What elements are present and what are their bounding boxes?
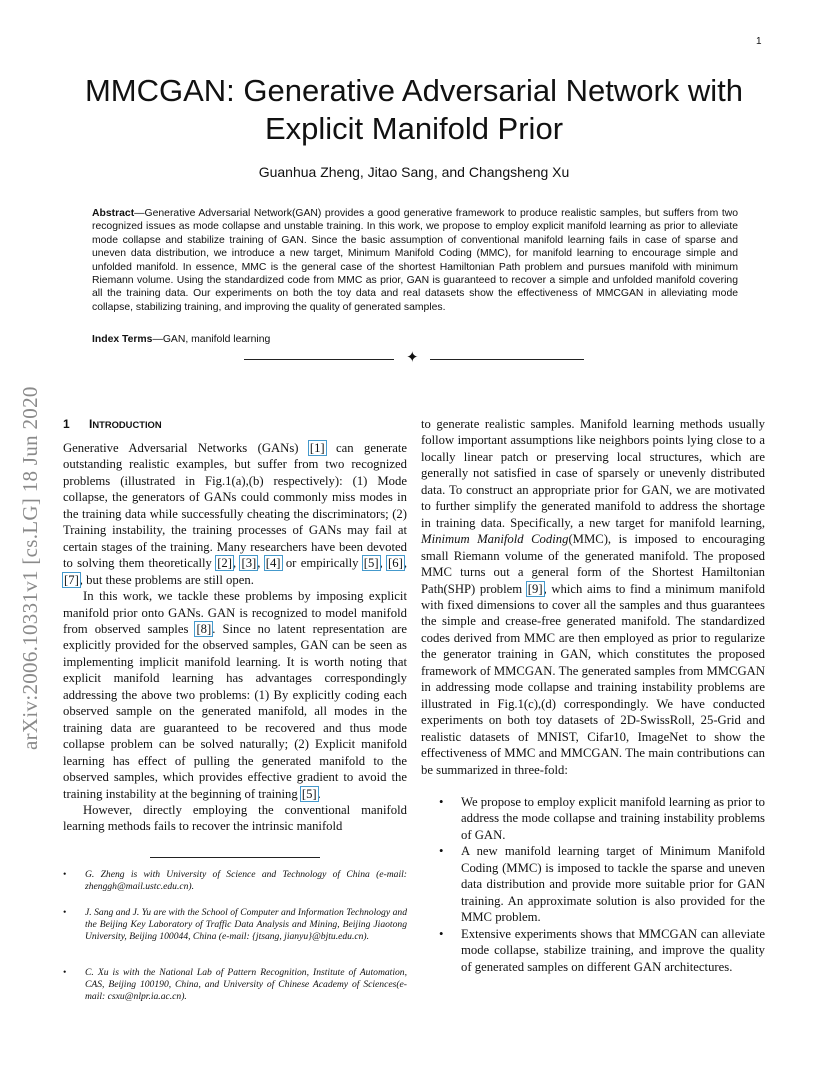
- citation-link-3[interactable]: [3]: [241, 556, 257, 571]
- bullet-icon: •: [63, 907, 67, 918]
- contribution-text: Extensive experiments shows that MMCGAN can alleviate mode collapse, stabilize training, and improve the quality of generated samples on different GAN architectures.: [461, 926, 765, 974]
- contribution-item: [421, 843, 765, 925]
- abstract: [92, 207, 738, 314]
- contribution-item: [421, 926, 765, 975]
- contribution-item: [421, 794, 765, 843]
- bullet-icon: •: [439, 844, 444, 859]
- footnote-text: J. Sang and J. Yu are with the School of Computer and Information Technology and the Beijing Key Laboratory of Traffic Data Analysis and Mining, Beijing Jiaotong University, Beijing 100044, China (e-mail: {jtsang, jianyu}@bjtu.edu.cn).: [85, 907, 407, 943]
- section-separator: [244, 352, 584, 368]
- separator-star-icon: ✦: [406, 350, 419, 366]
- index-terms-text: —GAN, manifold learning: [152, 334, 271, 345]
- citation-link-5[interactable]: [5]: [363, 556, 379, 571]
- page-number: 1: [756, 36, 762, 47]
- title-line-2: Explicit Manifold Prior: [264, 111, 564, 146]
- section-title-rest: NTRODUCTION: [92, 419, 162, 430]
- citation-link-6[interactable]: [6]: [388, 556, 403, 571]
- text-run: Generative Adversarial Networks (GANs): [63, 441, 309, 455]
- section-title-initial: I: [89, 417, 93, 431]
- title-line-1: MMCGAN: Generative Adversarial Network with: [84, 73, 744, 108]
- text-run: ,: [379, 556, 388, 571]
- citation-link-5b[interactable]: [5]: [301, 786, 317, 801]
- separator-line-right: [430, 359, 584, 360]
- citation-link-9[interactable]: [9]: [527, 581, 543, 596]
- footnote-text: G. Zheng is with University of Science and Technology of China (e-mail: zhenggh@mail.ustc.edu.cn).: [85, 869, 407, 893]
- bullet-icon: •: [63, 967, 67, 978]
- bullet-icon: •: [439, 794, 444, 809]
- text-run: ,: [257, 556, 265, 571]
- contribution-text: We propose to employ explicit manifold learning as prior to address the mode collapse and training instability problems of GAN.: [461, 794, 765, 842]
- contribution-text: A new manifold learning target of Minimum Manifold Coding (MMC) is imposed to tackle the sparse and uneven data distribution and provide more suitable prior for GAN training. An approximate solution is also provided for the MMC problem.: [461, 844, 765, 925]
- bullet-icon: •: [439, 926, 444, 941]
- intro-paragraph-continued: [421, 416, 765, 778]
- footnote-1: [63, 869, 407, 893]
- paper-title: [60, 72, 768, 148]
- text-run: . Since no latent representation are explicitly provided for the observed samples, GAN can be seen as implementing implicit manifold learning. It is worth noting that explicit manifold learning has advantages correspondingly addressing the above two problems: (1) By explicitly coding each observed sample on the generated manifold, all modes in the training data are guaranteed to be recovered and thus mode collapse problem can be solved naturally; (2) Explicit manifold learning has effect of pulling the generated manifold to the observed samples, which provides effective gradient to avoid the training instability at the beginning of training: [63, 621, 407, 801]
- footnote-rule: [150, 857, 320, 858]
- text-run: , which aims to find a minimum manifold with fixed dimensions to cover all the samples and thus guarantees the simple and crease-free generated manifold. The standardized codes derived from MMC are then employed as prior to regularize the generator training in GAN, which constitutes the proposed framework of MMCGAN. The generated samples from MMCGAN in addressing mode collapse and training instability problems are illustrated in Fig.1(c),(d) correspondingly. We have conducted experiments on both toy datasets of 2D-SwissRoll, 25-Grid and realistic datasets of MNIST, Cifar10, ImageNet to show the effectiveness of MMC and MMCGAN. The main contributions can be summarized in three-fold:: [421, 581, 765, 777]
- citation-link-4[interactable]: [4]: [265, 556, 281, 571]
- citation-link-7[interactable]: [7]: [64, 572, 79, 587]
- citation-link-8[interactable]: [8]: [196, 621, 212, 636]
- arxiv-identifier-stamp: arXiv:2006.10331v1 [cs.LG] 18 Jun 2020: [18, 386, 42, 750]
- contributions-list: [421, 794, 765, 975]
- text-run: ,: [403, 556, 407, 571]
- footnote-text: C. Xu is with the National Lab of Pattern Recognition, Institute of Automation, CAS, Beijing 100190, China, and University of Chinese Academy of Sciences(e-mail: csxu@nlpr.ia.ac.cn).: [85, 967, 407, 1003]
- text-run: to generate realistic samples. Manifold learning methods usually follow important assumptions like neighbors points lying close to a locally linear patch or preserving local structures, which are generally not satisfied in case of sparsely or unevenly distributed data. To construct an appropriate prior for GAN, we are motivated to further simplify the generated manifold to address the shortage in training data. Specifically, a new target for manifold learning,: [421, 417, 765, 530]
- intro-paragraph-3: However, directly employing the conventional manifold learning methods fails to recover the intrinsic manifold: [63, 802, 407, 834]
- citation-link-2[interactable]: [2]: [217, 556, 232, 571]
- index-terms-label: Index Terms: [92, 334, 153, 345]
- abstract-label: Abstract: [92, 208, 135, 219]
- footnote-2: [63, 907, 407, 944]
- emphasis-mmc: Minimum Manifold Coding: [421, 532, 569, 547]
- separator-line-left: [244, 359, 394, 360]
- bullet-icon: •: [63, 869, 67, 880]
- section-number: 1: [63, 417, 70, 431]
- abstract-text: —Generative Adversarial Network(GAN) provides a good generative framework to produce realistic samples, but suffers from two recognized issues as mode collapse and unstable training. In this work, we propose to employ explicit manifold learning as prior to alleviate mode collapse and stabilize training of GAN. Since the basic assumption of conventional manifold learning fails in case of sparse and uneven data distribution, we introduce a new target, Minimum Manifold Coding (MMC), for manifold learning to encourage simple and unfolded manifold. In essence, MMC is the general case of the shortest Hamiltonian Path problem and pursues manifold with minimum Riemann volume. Using the standardized code from MMC as prior, GAN is guaranteed to recover a simple and unfolded manifold covering all the training data. Our experiments on both the toy data and real datasets show the effectiveness of MMCGAN in alleviating mode collapse, stabilizing training, and improving the quality of generated samples.: [92, 208, 738, 313]
- text-run: .: [317, 786, 321, 801]
- right-column: [421, 416, 765, 975]
- intro-paragraph-1: [63, 440, 407, 588]
- footnote-3: [63, 967, 407, 1004]
- index-terms: [92, 334, 738, 345]
- text-run: , but these problems are still open.: [79, 572, 254, 587]
- author-list: Guanhua Zheng, Jitao Sang, and Changsheng Xu: [258, 164, 570, 180]
- text-run: (MMC), is imposed to encouraging small Riemann volume of the generated manifold. The proposed MMC turns out a general form of the Shortest Hamiltonian Path(SHP) problem: [421, 532, 765, 596]
- section-heading-introduction: [63, 416, 407, 432]
- text-run: ,: [233, 556, 241, 571]
- citation-link-1[interactable]: [1]: [309, 441, 325, 455]
- text-run: or empirically: [281, 556, 363, 571]
- text-run: can generate outstanding realistic examples, but suffer from two recognized problems (illustrated in Fig.1(a),(b) respectively): (1) Mode collapse, the generators of GANs could commonly miss modes in the training data while successfully cheating the discriminators; (2) Training instability, the training processes of GANs may fail at certain stages of the training. Many researchers have been devoted to solving them theoretically: [63, 441, 407, 571]
- intro-paragraph-2: [63, 588, 407, 802]
- text-run: In this work, we tackle these problems by imposing explicit manifold prior onto GANs. GAN is recognized to model manifold from observed samples: [63, 589, 407, 636]
- left-column: [63, 416, 407, 835]
